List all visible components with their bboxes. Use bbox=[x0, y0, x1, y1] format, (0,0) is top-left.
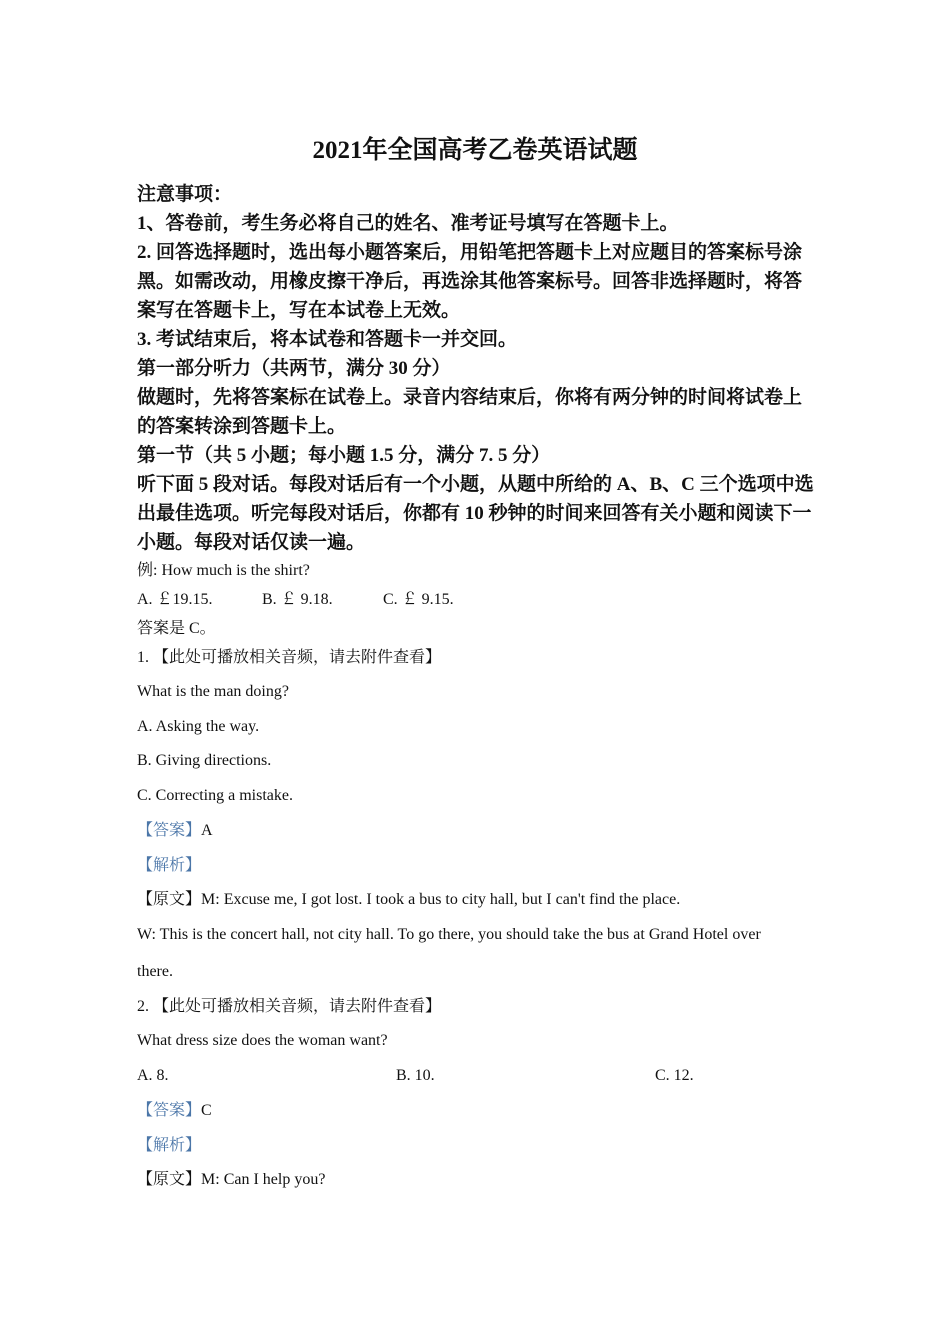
section1-heading: 第一节（共 5 小题；每小题 1.5 分，满分 7. 5 分） bbox=[137, 445, 551, 466]
q2-answer-value: C bbox=[201, 1102, 212, 1119]
q2-original bbox=[137, 1167, 817, 1193]
example-answer: 答案是 C。 bbox=[137, 620, 216, 637]
q1-analysis-tag: 【解析】 bbox=[137, 857, 202, 874]
q1-answer bbox=[137, 818, 817, 844]
section1-instruction: 听下面 5 段对话。每段对话后有一个小题，从题中所给的 A、B、C 三个选项中选出最佳选项。听完每段对话后，你都有 10 秒钟的时间来回答有关小题和阅读下一小题。每段对话仅读一遍。 bbox=[137, 474, 814, 553]
q1-original-m: M: Excuse me, I got lost. I took a bus to city hall, but I can't find the place. bbox=[201, 891, 681, 908]
q1-option-b: B. Giving directions. bbox=[137, 752, 272, 769]
part1-heading: 第一部分听力（共两节，满分 30 分） bbox=[137, 358, 451, 379]
notice-item-2: 2. 回答选择题时，选出每小题答案后，用铅笔把答题卡上对应题目的答案标号涂黑。如需改动，用橡皮擦干净后，再选涂其他答案标号。回答非选择题时，将答案写在答题卡上，写在本试卷上无效。 bbox=[137, 242, 803, 321]
example-option-a: A. ￡19.15. bbox=[137, 591, 213, 608]
q1-option-a: A. Asking the way. bbox=[137, 718, 260, 735]
q1-option-c: C. Correcting a mistake. bbox=[137, 787, 293, 804]
part1-instruction: 做题时，先将答案标在试卷上。录音内容结束后，你将有两分钟的时间将试卷上的答案转涂到答题卡上。 bbox=[137, 387, 803, 437]
q2-analysis-tag: 【解析】 bbox=[137, 1137, 202, 1154]
notice-item-1: 1、答卷前，考生务必将自己的姓名、准考证号填写在答题卡上。 bbox=[137, 213, 679, 234]
q1-original-w2: there. bbox=[137, 963, 173, 980]
q1-answer-tag: 【答案】 bbox=[137, 822, 202, 839]
q1-question: What is the man doing? bbox=[137, 683, 289, 700]
q2-audio-note: 2. 【此处可播放相关音频，请去附件查看】 bbox=[137, 998, 442, 1015]
q1-original-tag: 【原文】 bbox=[137, 891, 202, 908]
example-option-b: B. ￡ 9.18. bbox=[262, 591, 333, 608]
q2-answer bbox=[137, 1098, 817, 1124]
q1-original bbox=[137, 887, 817, 913]
q1-original-w1: W: This is the concert hall, not city hall. To go there, you should take the bus at Grand Hotel over bbox=[137, 926, 761, 943]
q1-answer-value: A bbox=[201, 822, 213, 839]
q1-audio-note: 1. 【此处可播放相关音频，请去附件查看】 bbox=[137, 649, 442, 666]
example-option-c: C. ￡ 9.15. bbox=[383, 591, 454, 608]
q2-option-c: C. 12. bbox=[655, 1067, 694, 1084]
q2-option-a: A. 8. bbox=[137, 1067, 169, 1084]
example-question: 例: How much is the shirt? bbox=[137, 562, 310, 579]
page-title: 2021年全国高考乙卷英语试题 bbox=[312, 137, 638, 164]
q2-original-m: M: Can I help you? bbox=[201, 1171, 326, 1188]
notice-heading: 注意事项： bbox=[137, 184, 233, 205]
q2-answer-tag: 【答案】 bbox=[137, 1102, 202, 1119]
q2-option-b: B. 10. bbox=[396, 1067, 435, 1084]
notice-item-3: 3. 考试结束后，将本试卷和答题卡一并交回。 bbox=[137, 329, 518, 350]
q2-question: What dress size does the woman want? bbox=[137, 1032, 388, 1049]
q2-original-tag: 【原文】 bbox=[137, 1171, 202, 1188]
